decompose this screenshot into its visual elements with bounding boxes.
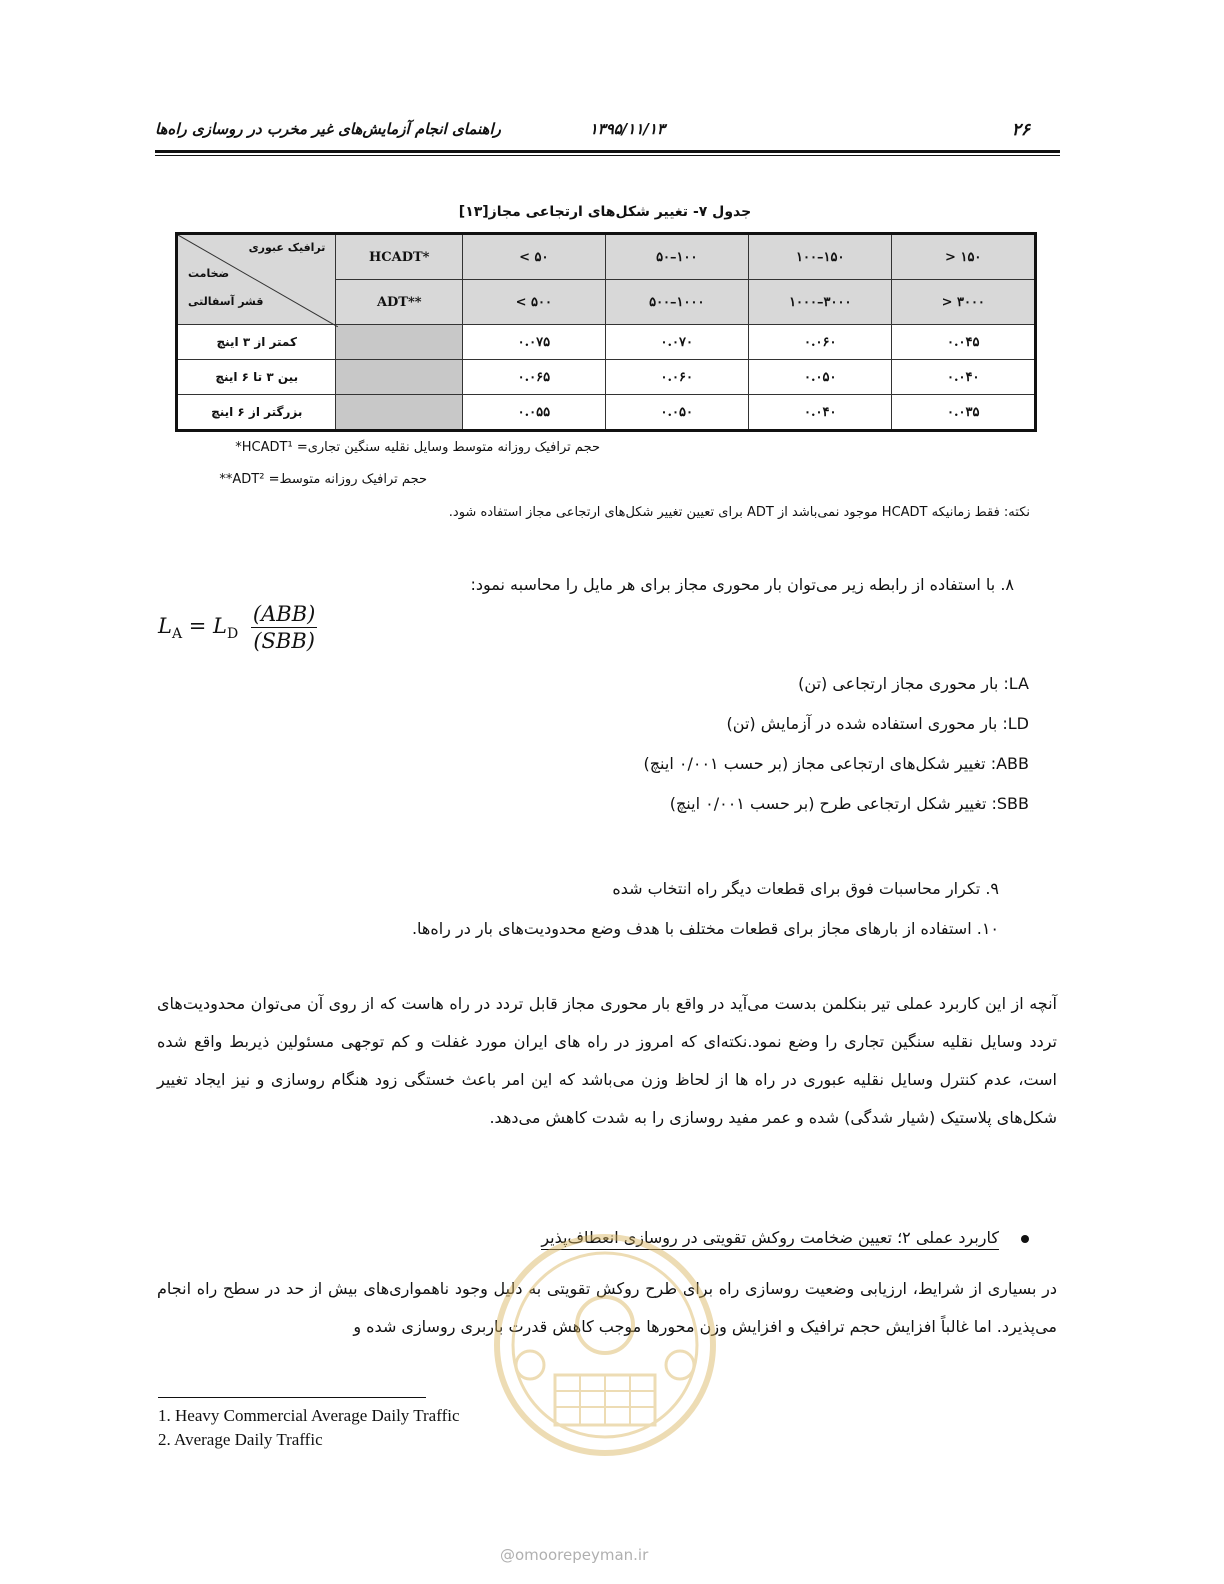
formula-denominator: (SBB): [253, 629, 315, 653]
table-row: [177, 360, 1036, 395]
table-note-adt: حجم ترافیک روزانه متوسط= ADT²**: [219, 472, 427, 487]
formula-rhs: L: [213, 614, 227, 638]
formula-lhs-sub: A: [171, 626, 183, 643]
corner-thickness-label: ضخامت: [188, 267, 230, 280]
table-caption: جدول ۷- تغییر شکل‌های ارتجاعی مجاز[۱۳]: [458, 204, 752, 220]
header-date: ۱۳۹۵/۱۱/۱۳: [589, 120, 665, 138]
table-cell: ۰.۰۶۵: [463, 360, 605, 395]
table-note-hcadt: حجم ترافیک روزانه متوسط وسایل نقلیه سنگین تجاری= HCADT¹*: [235, 440, 600, 455]
table-header-cell: ۱۰۰–۱۵۰: [749, 234, 892, 280]
table-cell: ۰.۰۷۵: [463, 325, 605, 360]
table-corner-cell: [177, 234, 336, 325]
table-header-cell: HCADT*: [336, 234, 463, 280]
table-header-cell: > ۱۵۰: [892, 234, 1036, 280]
header-rule-thick: [155, 150, 1060, 153]
table-cell: ۰.۰۵۰: [749, 360, 892, 395]
definition-item: LD: بار محوری استفاده شده در آزمایش (تن): [726, 714, 1029, 733]
table-row-label: بین ۳ تا ۶ اینچ: [177, 360, 336, 395]
formula: $L_A = L_D$ $\frac{\text{(ABB)}}{\text{(SBB)}}$: [158, 602, 316, 653]
table-header-cell: ۵۰–۱۰۰: [605, 234, 748, 280]
table-cell: ۰.۰۵۰: [605, 395, 748, 431]
table-cell: ۰.۰۶۰: [605, 360, 748, 395]
formula-rhs-sub: D: [227, 626, 239, 643]
table-cell: ۰.۰۶۰: [749, 325, 892, 360]
table-cell: ۰.۰۴۵: [892, 325, 1036, 360]
table-cell: ۰.۰۵۵: [463, 395, 605, 431]
formula-fraction: [251, 602, 317, 653]
corner-asphalt-label: قشر آسفالتی: [188, 295, 264, 308]
table-note-remark: نکته: فقط زمانیکه HCADT موجود نمی‌باشد از ADT برای تعیین تغییر شکل‌های ارتجاعی مجاز استفاده شود.: [448, 505, 1030, 520]
table-header-cell: ۱۰۰۰–۳۰۰۰: [749, 280, 892, 325]
definitions-list: [429, 664, 1029, 824]
corner-traffic-label: ترافیک عبوری: [248, 241, 326, 254]
table-row-label: کمتر از ۳ اینچ: [177, 325, 336, 360]
definition-item: LA: بار محوری مجاز ارتجاعی (تن): [798, 674, 1029, 693]
body-paragraph-2: در بسیاری از شرایط، ارزیابی وضعیت روسازی راه برای طرح روکش تقویتی به دلیل وجود ناهمواری‌های بیش از حد در سطح راه انجام می‌پذیرد. اما غالباً افزایش حجم ترافیک و افزایش وزن محورها موجب کاهش قدرت باربری روسازی شده و: [157, 1279, 1057, 1336]
definition-item: ABB: تغییر شکل‌های ارتجاعی مجاز (بر حسب ۰/۰۰۱ اینچ): [643, 754, 1029, 773]
table-header-cell: < ۵۰: [463, 234, 605, 280]
table-header-cell: ADT**: [336, 280, 463, 325]
bullet-icon: [1021, 1235, 1029, 1243]
page-header: [155, 118, 1060, 148]
formula-numerator: (ABB): [252, 602, 316, 626]
table-header-row-hcadt: [177, 234, 1036, 280]
table-header-cell: > ۳۰۰۰: [892, 280, 1036, 325]
table-cell: ۰.۰۴۰: [892, 360, 1036, 395]
header-rule-thin: [155, 155, 1060, 156]
table-header-cell: < ۵۰۰: [463, 280, 605, 325]
table-shaded-cell: [336, 360, 463, 395]
footnote-2: 2. Average Daily Traffic: [158, 1430, 323, 1449]
table-shaded-cell: [336, 325, 463, 360]
deflection-table: [175, 232, 1037, 432]
table-row-label: بزرگتر از ۶ اینچ: [177, 395, 336, 431]
table-shaded-cell: [336, 395, 463, 431]
table-row: [177, 325, 1036, 360]
page-number: ۲۶: [1011, 120, 1030, 140]
header-title: راهنمای انجام آزمایش‌های غیر مخرب در روسازی راه‌ها: [155, 120, 501, 138]
list-item-8: ۸. با استفاده از رابطه زیر می‌توان بار محوری مجاز برای هر مایل را محاسبه نمود:: [470, 575, 1014, 594]
body-paragraph: آنچه از این کاربرد عملی تیر بنکلمن بدست می‌آید در واقع بار محوری مجاز قابل تردد در راه هاست که از روی آن می‌توان محدودیت‌های تردد وسایل نقلیه سنگین تجاری را وضع نمود.نکته‌ای که امروز در راه های ایران مورد غفلت و کم توجهی مسئولین ذیربط واقع شده است، عدم کنترل وسایل نقلیه عبوری در راه ها از لحاظ وزن می‌باشد که این امر باعث خستگی زود هنگام روسازی و نیز ایجاد تغییر شکل‌های پلاستیک (شیار شدگی) شده و عمر مفید روسازی را به شدت کاهش می‌دهد.: [157, 994, 1057, 1127]
list-item-10: ۱۰. استفاده از بارهای مجاز برای قطعات مختلف با هدف وضع محدودیت‌های بار در راه‌ها.: [411, 919, 999, 938]
formula-lhs: L: [158, 614, 172, 638]
table-cell: ۰.۰۳۵: [892, 395, 1036, 431]
table-header-cell: ۵۰۰–۱۰۰۰: [605, 280, 748, 325]
table-cell: ۰.۰۴۰: [749, 395, 892, 431]
footnote-rule: [158, 1397, 426, 1398]
watermark-site: @omoorepeyman.ir: [500, 1546, 649, 1564]
bullet-heading: کاربرد عملی ۲؛ تعیین ضخامت روکش تقویتی در روسازی انعطاف‌پذیر: [541, 1228, 999, 1250]
list-item-9: ۹. تکرار محاسبات فوق برای قطعات دیگر راه انتخاب شده: [612, 879, 999, 898]
definition-item: SBB: تغییر شکل ارتجاعی طرح (بر حسب ۰/۰۰۱ اینچ): [669, 794, 1029, 813]
table-cell: ۰.۰۷۰: [605, 325, 748, 360]
footnote-1: 1. Heavy Commercial Average Daily Traffic: [158, 1406, 460, 1425]
table-row: [177, 395, 1036, 431]
seal-emblem-icon: [485, 1215, 725, 1505]
